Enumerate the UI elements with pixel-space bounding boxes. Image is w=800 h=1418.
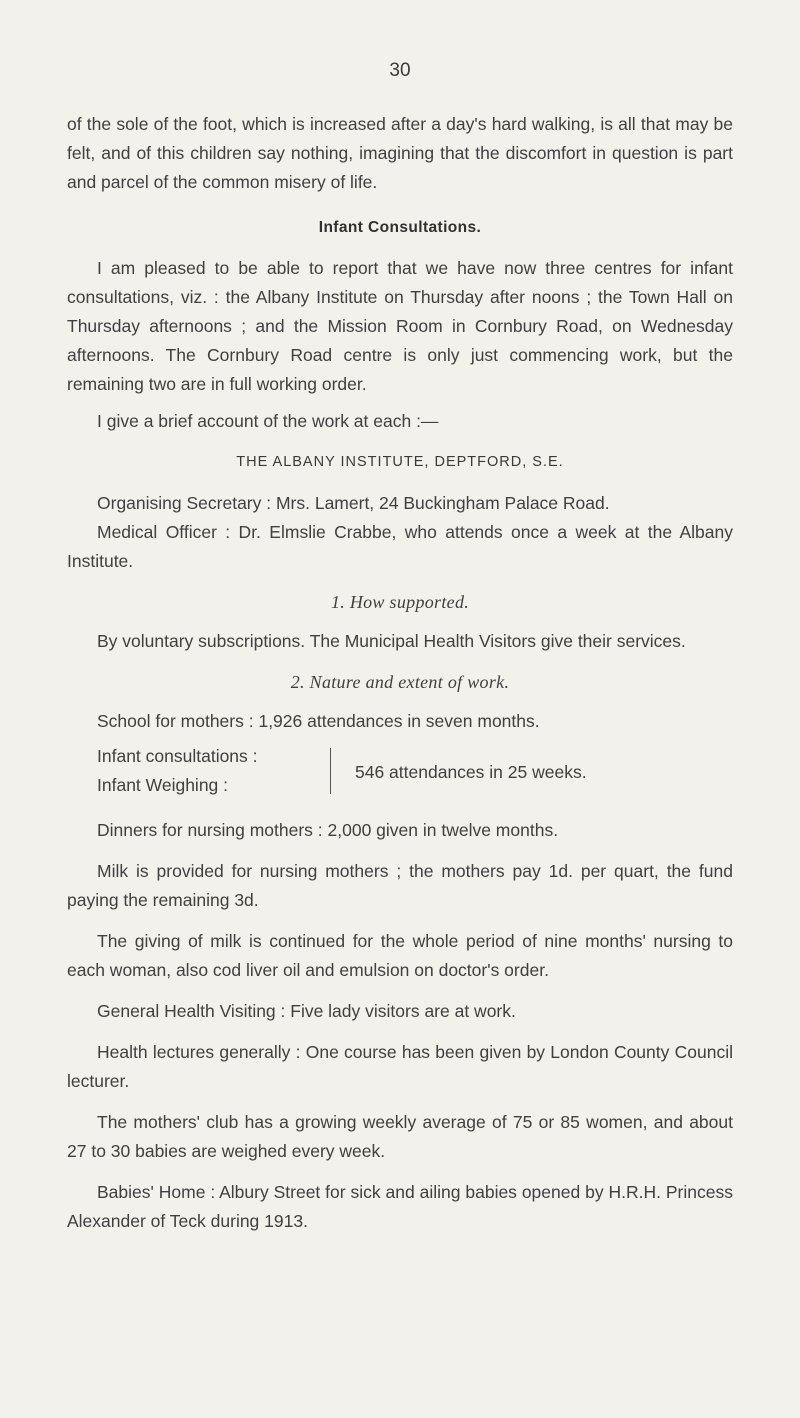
subheading-nature-of-work: 2. Nature and extent of work. — [290, 672, 510, 692]
infant-consultations-label: Infant consultations : — [97, 746, 258, 766]
infant-weighing-label: Infant Weighing : — [97, 775, 229, 795]
medical-officer: Medical Officer : Dr. Elmslie Crabbe, who attends once a week at the Albany Institute. — [67, 522, 733, 571]
bracket-labels — [97, 742, 337, 800]
health-lectures: Health lectures generally : One course has been given by London County Council lecturer. — [67, 1042, 733, 1091]
intro-paragraph: of the sole of the foot, which is increased after a day's hard walking, is all that may be felt, and of this children say nothing, imagining that the discomfort in question is part and parcel of the common misery of life. — [67, 114, 733, 192]
subheading-how-supported: 1. How supported. — [330, 592, 470, 612]
organising-secretary: Organising Secretary : Mrs. Lamert, 24 Buckingham Palace Road. — [97, 493, 610, 513]
dinners-nursing-mothers: Dinners for nursing mothers : 2,000 given in twelve months. — [97, 820, 559, 840]
page-body — [67, 110, 733, 1236]
bracketed-attendance — [67, 742, 733, 804]
supported-text: By voluntary subscriptions. The Municipal Health Visitors give their services. — [97, 631, 686, 651]
bracket-value: 546 attendances in 25 weeks. — [355, 762, 587, 782]
mothers-club: The mothers' club has a growing weekly average of 75 or 85 women, and about 27 to 30 babies are weighed every week. — [67, 1112, 733, 1161]
section-title: Infant Consultations. — [318, 219, 482, 236]
milk-continued: The giving of milk is continued for the whole period of nine months' nursing to each woman, also cod liver oil and emulsion on doctor's order. — [67, 931, 733, 980]
institute-heading: THE ALBANY INSTITUTE, DEPTFORD, S.E. — [236, 454, 564, 470]
babies-home: Babies' Home : Albury Street for sick and ailing babies opened by H.R.H. Princess Alexander of Teck during 1913. — [67, 1182, 733, 1231]
school-for-mothers: School for mothers : 1,926 attendances in seven months. — [97, 711, 540, 731]
brace-divider — [330, 748, 337, 794]
page-number: 30 — [389, 60, 411, 81]
general-health-visiting: General Health Visiting : Five lady visitors are at work. — [97, 1001, 516, 1021]
paragraph-centres: I am pleased to be able to report that we have now three centres for infant consultations, viz. : the Albany Institute on Thursday after noons ; the Town Hall on Thursday afternoons ; and the Mission Room in Cornbury Road, on Wednesday afternoons. The Cornbury Road centre is only just commencing work, but the remaining two are in full working order. — [67, 258, 733, 394]
paragraph-brief-account: I give a brief account of the work at each :— — [97, 411, 439, 431]
milk-provided: Milk is provided for nursing mothers ; the mothers pay 1d. per quart, the fund paying the remaining 3d. — [67, 861, 733, 910]
